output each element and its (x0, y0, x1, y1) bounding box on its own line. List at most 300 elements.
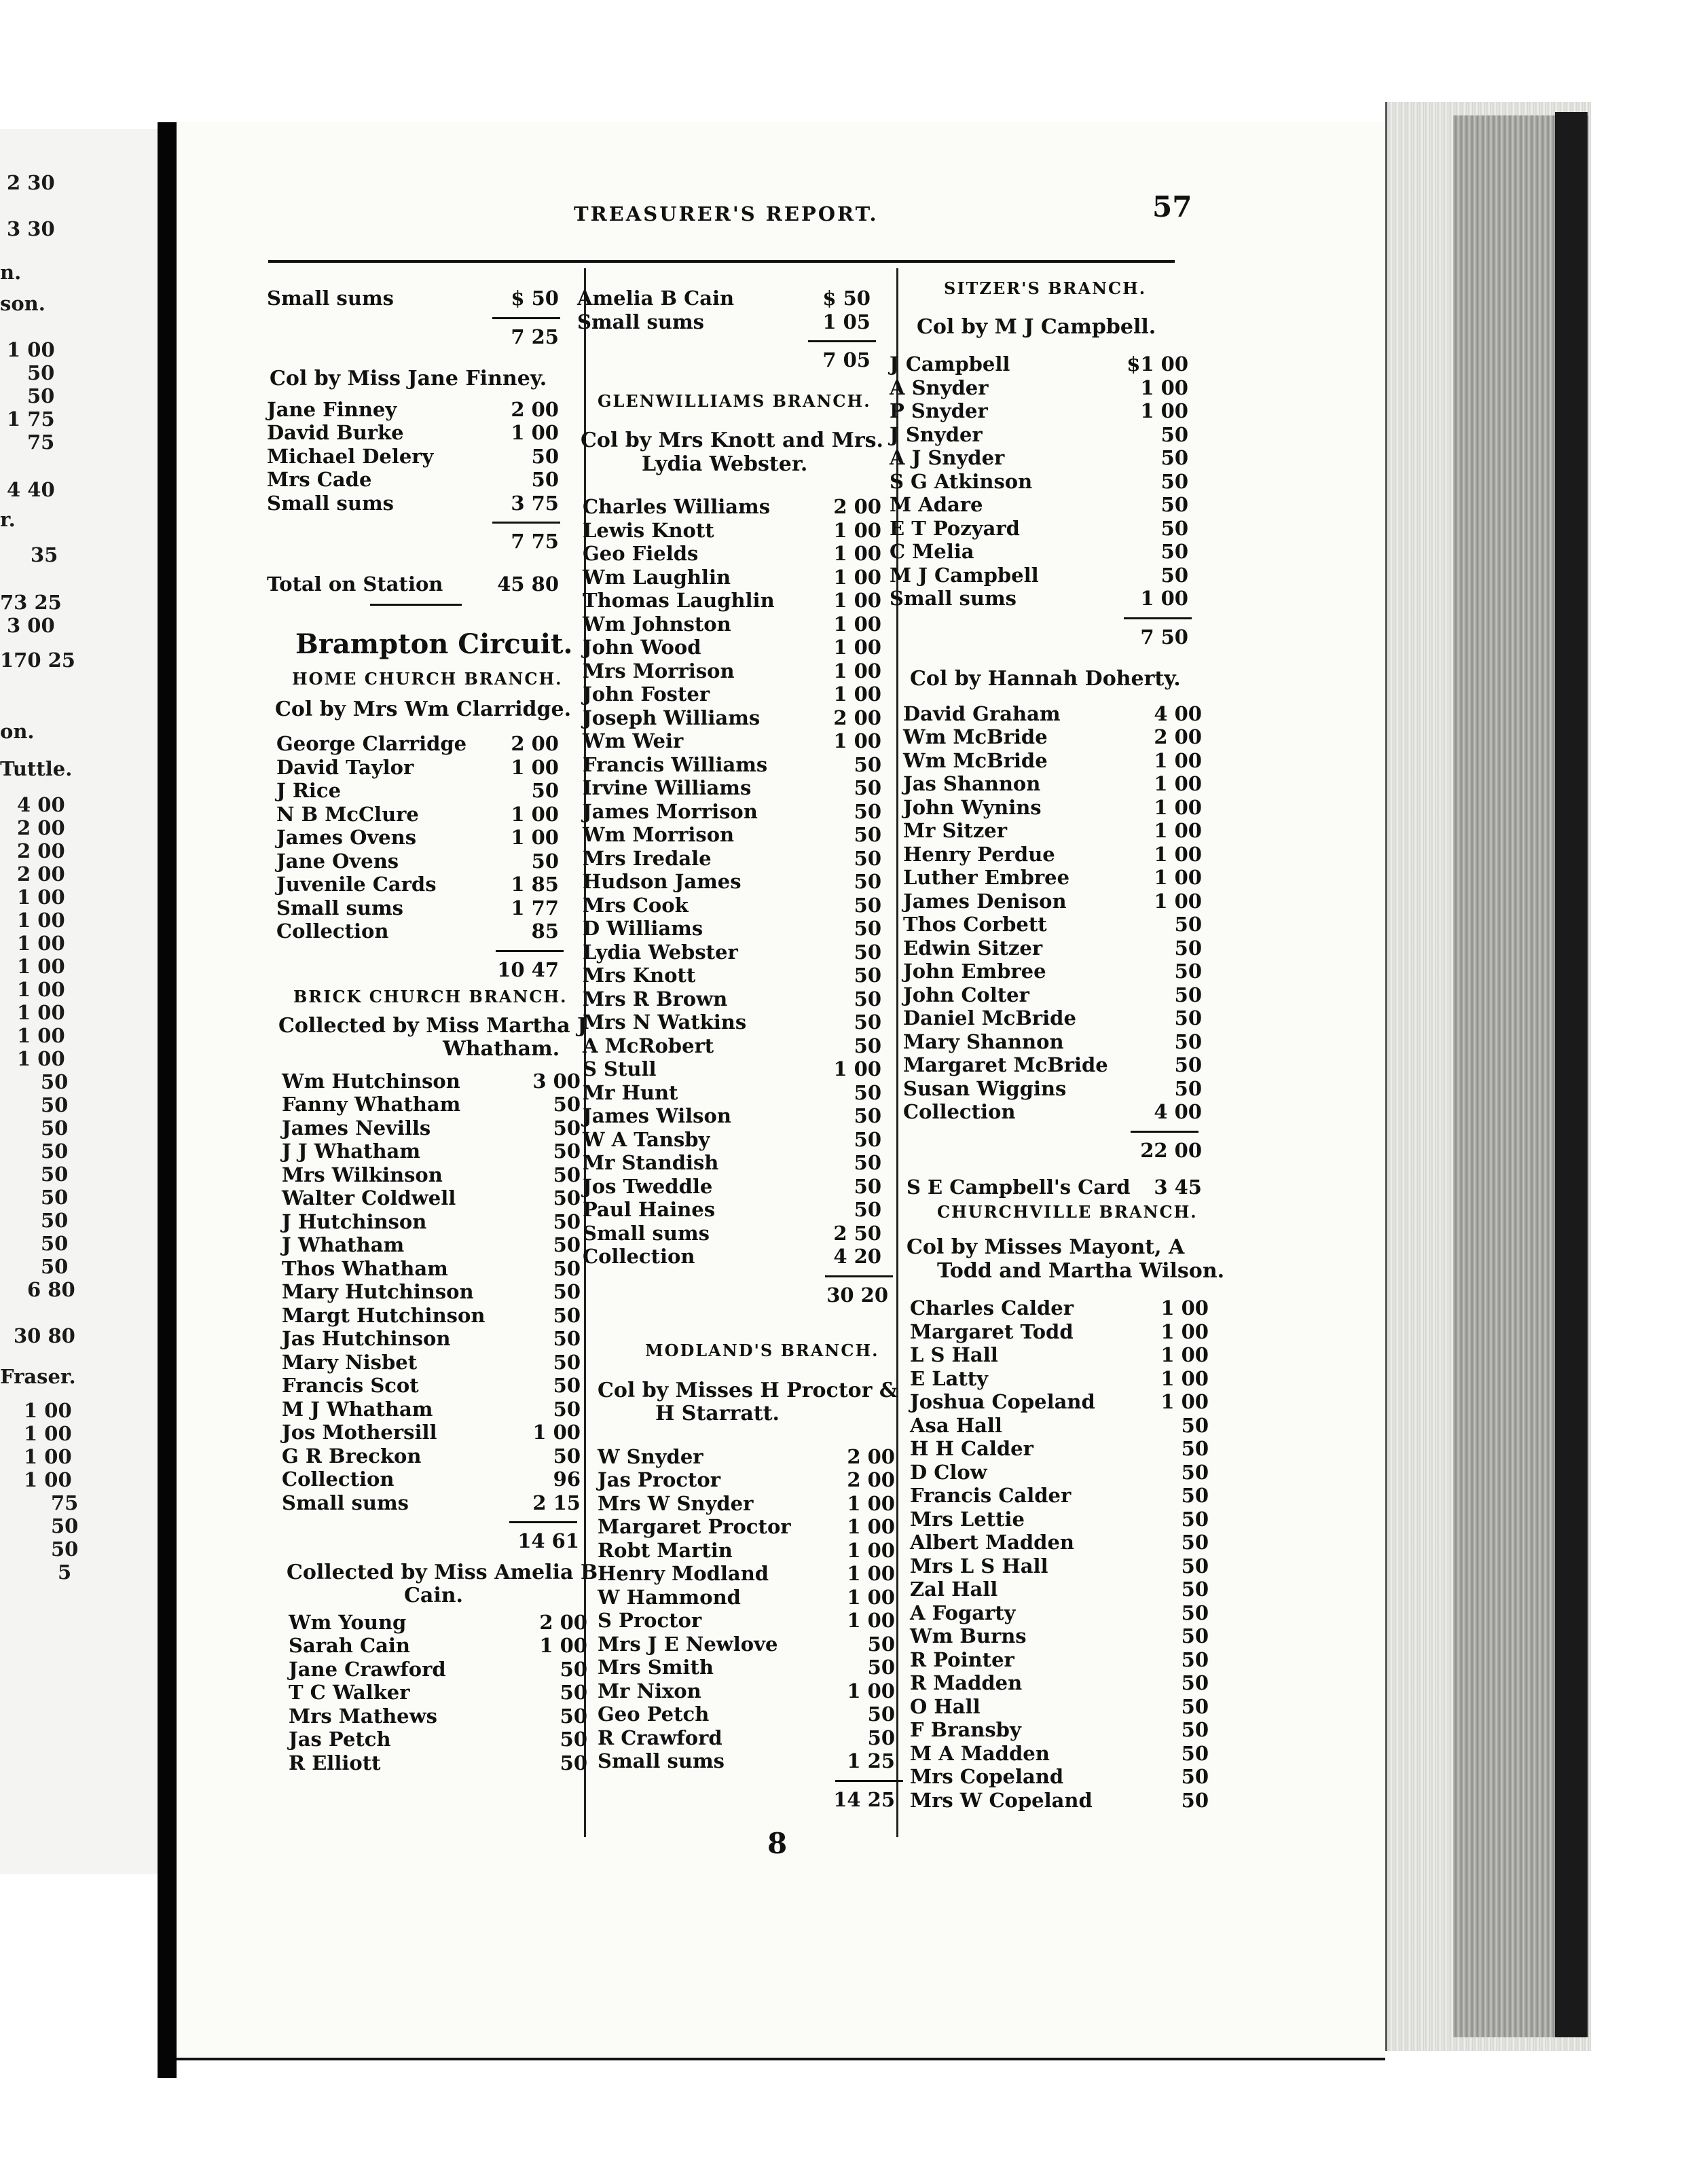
ledger-row (910, 1624, 1209, 1648)
donation-amount: 50 (1181, 1718, 1209, 1741)
donor-name: Mrs Smith (598, 1656, 714, 1679)
donor-name: Amelia B Cain (577, 287, 735, 310)
ledger-row (282, 1093, 581, 1116)
left-page-text-fragment: 6 80 (27, 1278, 75, 1301)
donor-name: M A Madden (910, 1741, 1050, 1765)
ledger-row (583, 1175, 881, 1198)
donor-name: Albert Madden (910, 1531, 1074, 1554)
donor-name: Margaret McBride (903, 1053, 1108, 1076)
donation-amount: 1 00 (1160, 1320, 1209, 1343)
ledger-row (289, 1728, 587, 1751)
donor-name: Mr Standish (583, 1151, 719, 1174)
donor-name: John Wood (583, 636, 701, 659)
donation-amount: 1 00 (511, 755, 559, 779)
donor-name: Edwin Sitzer (903, 936, 1043, 960)
donor-name: Henry Modland (598, 1562, 769, 1585)
ledger-row (583, 964, 881, 987)
left-page-text-fragment: 35 (31, 543, 58, 566)
donation-amount: 50 (1160, 469, 1188, 493)
donation-amount: 50 (854, 987, 881, 1011)
donor-name: Lewis Knott (583, 518, 714, 542)
donation-amount: $ 50 (822, 287, 871, 310)
donor-name: A Fogarty (910, 1601, 1016, 1624)
donor-name: John Foster (583, 682, 710, 706)
left-page-text-fragment: 50 (41, 1186, 69, 1209)
donor-name: P Snyder (890, 399, 988, 422)
donation-amount: 50 (553, 1280, 581, 1303)
donor-name: Mrs Mathews (289, 1704, 437, 1728)
donor-name: Mrs Lettie (910, 1507, 1025, 1531)
donor-name: James Nevills (282, 1116, 431, 1140)
donor-name: Jos Tweddle (583, 1174, 713, 1198)
donation-amount: 1 25 (847, 1749, 895, 1772)
donation-amount: 50 (854, 799, 881, 823)
subtotal: 14 25 (833, 1787, 895, 1811)
ledger-row (577, 310, 871, 333)
ledger-row (903, 1030, 1202, 1053)
donation-amount: 2 00 (539, 1610, 587, 1634)
donor-name: Small sums (267, 287, 394, 310)
left-page-text-fragment: 50 (41, 1070, 69, 1093)
left-page-text-fragment: 3 30 (7, 217, 55, 240)
donor-name: R Madden (910, 1671, 1023, 1694)
ledger-row (289, 1681, 587, 1704)
donor-name: Daniel McBride (903, 1006, 1076, 1030)
ledger-row (276, 873, 559, 896)
donor-name: G R Breckon (282, 1444, 422, 1468)
donor-name: Lydia Webster (583, 940, 738, 964)
ledger-row (583, 847, 881, 870)
donation-amount: 1 00 (833, 659, 881, 682)
collector-note: Col by M J Campbell. (917, 314, 1156, 339)
ledger-row (267, 468, 559, 491)
donor-name: Mrs L S Hall (910, 1554, 1048, 1578)
ledger-row (583, 613, 881, 636)
donation-amount: 50 (1160, 422, 1188, 446)
ledger-row (583, 682, 881, 706)
collector-note: H Starratt. (655, 1402, 780, 1425)
donation-amount: 50 (1181, 1484, 1209, 1507)
donation-amount: 1 85 (511, 873, 559, 896)
donor-name: Asa Hall (910, 1413, 1002, 1437)
ledger-row (282, 1398, 581, 1421)
donor-name: Small sums (583, 1221, 710, 1245)
collector-note: Collected by Miss Martha J (278, 1013, 587, 1038)
ledger-row (276, 803, 559, 826)
left-page-text-fragment: 1 00 (17, 909, 65, 932)
ledger-row (910, 1531, 1209, 1554)
ledger-row (267, 421, 559, 444)
left-page-text-fragment: 75 (27, 431, 55, 454)
donation-amount: 3 00 (532, 1069, 581, 1093)
donation-amount: 50 (1181, 1694, 1209, 1718)
donor-name: Henry Perdue (903, 842, 1055, 866)
ledger-row (276, 920, 559, 943)
ledger-row (282, 1140, 581, 1163)
left-page-fragment (0, 129, 158, 1874)
ledger-row (903, 702, 1202, 725)
donation-amount: 1 00 (847, 1562, 895, 1585)
ledger-row (890, 540, 1188, 563)
ledger-row (903, 1053, 1202, 1076)
donor-name: M J Whatham (282, 1397, 433, 1421)
donor-name: J Hutchinson (282, 1209, 427, 1233)
ledger-row (903, 772, 1202, 795)
donor-name: Mary Hutchinson (282, 1280, 474, 1303)
donation-amount: 1 00 (532, 1421, 581, 1444)
ledger-row (903, 890, 1202, 913)
left-page-text-fragment: 2 00 (17, 816, 65, 839)
donation-amount: 1 00 (847, 1679, 895, 1703)
ledger-row (267, 398, 559, 421)
donor-name: Charles Williams (583, 495, 771, 518)
ledger-row (583, 1081, 881, 1104)
donation-amount: 4 00 (1154, 1100, 1202, 1123)
left-page-text-fragment: 1 00 (7, 338, 55, 361)
left-page-text-fragment: 170 25 (0, 649, 75, 672)
ledger-row (903, 796, 1202, 819)
ledger-row (583, 941, 881, 964)
ledger-row (598, 1515, 895, 1538)
ledger-row (276, 896, 559, 920)
ledger-row (910, 1695, 1209, 1718)
ledger-row (282, 1444, 581, 1468)
ledger-row (282, 1304, 581, 1327)
donor-name: Small sums (267, 491, 394, 515)
ledger-row (598, 1749, 895, 1772)
donation-amount: 1 00 (1140, 399, 1188, 422)
left-page-text-fragment: Tuttle. (0, 757, 73, 780)
ledger-row (598, 1703, 895, 1726)
book-cover-edge (1555, 112, 1588, 2037)
donation-amount: 1 00 (847, 1538, 895, 1562)
donation-amount: 50 (1181, 1648, 1209, 1671)
donor-name: Thos Corbett (903, 913, 1047, 936)
donation-amount: 50 (1181, 1624, 1209, 1648)
ledger-row (910, 1648, 1209, 1671)
ledger-row (910, 1461, 1209, 1484)
ledger-row (282, 1468, 581, 1491)
donation-amount: 50 (1181, 1578, 1209, 1601)
branch-heading: HOME CHURCH BRANCH. (292, 669, 563, 689)
donor-name: Mr Nixon (598, 1679, 701, 1703)
ledger-row (289, 1611, 587, 1634)
collector-note: Col by Misses Mayont, A (907, 1235, 1185, 1259)
ledger-row (282, 1116, 581, 1140)
left-page-text-fragment: 1 00 (17, 1024, 65, 1047)
ledger-row (282, 1374, 581, 1397)
donor-name: J Campbell (890, 352, 1010, 376)
donation-amount: 1 00 (511, 802, 559, 826)
donation-amount: 50 (1181, 1531, 1209, 1554)
donation-amount: 2 00 (833, 495, 881, 518)
donor-name: N B McClure (276, 802, 419, 826)
ledger-row (289, 1634, 587, 1657)
subtotal: 10 47 (497, 958, 559, 981)
left-page-text-fragment: 2 00 (17, 839, 65, 862)
donation-amount: 50 (1160, 540, 1188, 563)
ledger-row (890, 352, 1188, 376)
running-header: TREASURER'S REPORT. (574, 202, 879, 225)
ledger-row (910, 1390, 1209, 1413)
ledger-row (910, 1554, 1209, 1578)
donation-amount: 50 (553, 1374, 581, 1397)
donor-name: Wm McBride (903, 748, 1048, 772)
ledger-row (903, 983, 1202, 1006)
donor-name: Mrs W Copeland (910, 1788, 1093, 1812)
donor-name: Mrs W Snyder (598, 1491, 754, 1515)
donor-name: Jas Petch (289, 1728, 391, 1751)
donor-name: Joshua Copeland (910, 1390, 1095, 1413)
sum-rule (492, 317, 560, 319)
ledger-row (890, 470, 1188, 493)
donation-amount: 1 00 (1160, 1366, 1209, 1390)
left-page-text-fragment: 50 (27, 384, 55, 407)
donation-amount: 50 (1174, 983, 1202, 1006)
donation-amount: 1 05 (822, 310, 871, 333)
donor-name: D Williams (583, 917, 703, 940)
ledger-row (890, 493, 1188, 516)
donor-name: David Taylor (276, 755, 414, 779)
ledger-row (910, 1367, 1209, 1390)
left-page-text-fragment: Fraser. (0, 1365, 76, 1388)
donation-amount: 50 (553, 1256, 581, 1280)
ledger-row (903, 913, 1202, 936)
donor-name: W Snyder (598, 1444, 703, 1468)
left-page-text-fragment: 50 (41, 1093, 69, 1116)
donation-amount: 50 (854, 1104, 881, 1127)
ledger-row (282, 1421, 581, 1444)
donation-amount: 50 (1181, 1460, 1209, 1484)
donation-amount: 50 (560, 1657, 587, 1681)
donation-amount: 50 (1174, 960, 1202, 983)
donation-amount: 50 (1160, 493, 1188, 516)
donor-name: Wm Laughlin (583, 565, 731, 589)
donation-amount: 50 (1174, 913, 1202, 936)
donor-name: L S Hall (910, 1343, 998, 1366)
ledger-row (598, 1492, 895, 1515)
sum-rule (1131, 1131, 1198, 1133)
page-number: 57 (1152, 190, 1192, 223)
ledger-row (903, 843, 1202, 866)
ledger-row (910, 1437, 1209, 1460)
donor-name: John Wynins (903, 795, 1042, 819)
left-page-text-fragment: 3 00 (7, 614, 55, 637)
ledger-row (282, 1257, 581, 1280)
donation-amount: 50 (1174, 1006, 1202, 1030)
ledger-row (598, 1726, 895, 1749)
ledger-row (598, 1539, 895, 1562)
donor-name: Francis Calder (910, 1484, 1072, 1507)
branch-heading: GLENWILLIAMS BRANCH. (598, 390, 871, 411)
donation-amount: 50 (531, 444, 559, 468)
card-label: S E Campbell's Card (907, 1176, 1131, 1199)
circuit-heading: Brampton Circuit. (295, 628, 573, 660)
left-page-text-fragment: 1 00 (24, 1422, 72, 1445)
donation-amount: 50 (1160, 446, 1188, 469)
donation-amount: 50 (560, 1751, 587, 1774)
ledger-row (583, 917, 881, 940)
ledger-row (282, 1070, 581, 1093)
branch-heading: MODLAND'S BRANCH. (645, 1341, 879, 1360)
donor-name: W Hammond (598, 1585, 741, 1609)
donor-name: Wm Burns (910, 1624, 1027, 1648)
ledger-row (583, 894, 881, 917)
donation-amount: 2 00 (511, 397, 559, 421)
left-page-text-fragment: 30 80 (14, 1324, 75, 1347)
donation-amount: 50 (854, 917, 881, 940)
ledger-row (583, 519, 881, 542)
ledger-row (903, 749, 1202, 772)
donor-name: Mary Nisbet (282, 1350, 418, 1374)
donor-name: Thos Whatham (282, 1256, 448, 1280)
donation-amount: 50 (854, 1151, 881, 1174)
ledger-row (583, 1198, 881, 1221)
donor-name: Paul Haines (583, 1198, 716, 1221)
donation-amount: 50 (1174, 1053, 1202, 1076)
ledger-row (583, 1034, 881, 1057)
left-page-text-fragment: 75 (51, 1491, 79, 1514)
left-page-text-fragment: 1 00 (17, 978, 65, 1001)
donor-name: S Stull (583, 1057, 657, 1080)
donation-amount: 1 00 (1154, 819, 1202, 842)
ledger-row (276, 779, 559, 802)
donation-amount: 50 (854, 752, 881, 776)
ledger-row (583, 636, 881, 659)
left-page-text-fragment: 1 00 (17, 955, 65, 978)
donor-name: Sarah Cain (289, 1634, 410, 1657)
donor-name: Margt Hutchinson (282, 1303, 486, 1327)
donor-name: Hudson James (583, 870, 742, 893)
ledger-row (910, 1671, 1209, 1694)
donation-amount: 50 (553, 1327, 581, 1350)
donation-amount: 50 (553, 1303, 581, 1327)
donation-amount: 50 (553, 1163, 581, 1186)
sum-rule (1124, 617, 1192, 619)
donation-amount: 1 00 (511, 421, 559, 444)
left-page-text-fragment: n. (0, 261, 22, 284)
donation-amount: 1 00 (833, 682, 881, 706)
donation-amount: 50 (1181, 1413, 1209, 1437)
donation-amount: 50 (854, 1034, 881, 1057)
donor-name: Jane Finney (267, 397, 397, 421)
left-page-text-fragment: 1 00 (17, 932, 65, 955)
ledger-row (583, 823, 881, 846)
left-page-text-fragment: 4 40 (7, 478, 55, 501)
donor-name: Fanny Whatham (282, 1093, 461, 1116)
donor-name: J Snyder (890, 422, 983, 446)
ledger-row (910, 1789, 1209, 1812)
donor-name: Mr Sitzer (903, 819, 1008, 842)
donor-name: S Proctor (598, 1609, 702, 1632)
ledger-row (583, 1104, 881, 1127)
ledger-row (282, 1163, 581, 1186)
sum-rule (509, 1521, 577, 1523)
donation-amount: 50 (854, 870, 881, 893)
donation-amount: 50 (560, 1681, 587, 1704)
donation-amount: 50 (1160, 563, 1188, 587)
collector-note: Collected by Miss Amelia B (287, 1560, 598, 1584)
donor-name: Wm Young (289, 1610, 407, 1634)
donation-amount: 2 00 (833, 706, 881, 729)
donation-amount: 2 15 (532, 1491, 581, 1514)
donor-name: James Morrison (583, 799, 758, 823)
donor-name: Wm Morrison (583, 823, 735, 846)
donor-name: M Adare (890, 493, 983, 516)
donation-amount: 1 00 (1160, 1390, 1209, 1413)
ledger-row (598, 1562, 895, 1585)
sum-rule (825, 1275, 893, 1277)
ledger-row (903, 819, 1202, 842)
donor-name: Robt Martin (598, 1538, 733, 1562)
donor-name: David Burke (267, 421, 404, 444)
collector-note: Whatham. (443, 1037, 560, 1061)
left-page-text-fragment: 1 00 (24, 1399, 72, 1422)
ledger-row (267, 492, 559, 515)
donor-name: Mrs Iredale (583, 846, 712, 870)
donor-name: Mrs Morrison (583, 659, 735, 682)
donor-name: R Pointer (910, 1648, 1014, 1671)
donor-name: J J Whatham (282, 1140, 421, 1163)
donation-amount: 50 (531, 849, 559, 873)
ledger-row (282, 1351, 581, 1374)
donation-amount: 50 (1181, 1554, 1209, 1578)
ledger-row (910, 1718, 1209, 1741)
donation-amount: 2 00 (1154, 725, 1202, 748)
donation-amount: 1 00 (1154, 748, 1202, 772)
donation-amount: 1 00 (539, 1634, 587, 1657)
ledger-row (598, 1656, 895, 1679)
donor-name: Mrs Copeland (910, 1765, 1064, 1788)
signature-mark: 8 (767, 1827, 788, 1860)
donation-amount: 50 (1181, 1741, 1209, 1765)
header-rule (268, 260, 1175, 263)
donor-name: A J Snyder (890, 446, 1005, 469)
collector-note: Cain. (404, 1584, 463, 1607)
ledger-row (910, 1343, 1209, 1366)
donation-amount: 1 00 (833, 729, 881, 752)
ledger-row (276, 732, 559, 755)
left-page-text-fragment: 50 (51, 1537, 79, 1561)
donation-amount: 1 00 (833, 612, 881, 636)
ledger-row (890, 587, 1188, 610)
donor-name: Small sums (598, 1749, 725, 1772)
donation-amount: 50 (854, 1011, 881, 1034)
ledger-row (890, 399, 1188, 422)
ledger-row (903, 1100, 1202, 1123)
ledger-row (890, 423, 1188, 446)
donor-name: Margaret Todd (910, 1320, 1074, 1343)
donation-amount: 1 77 (511, 896, 559, 920)
donation-amount: $1 00 (1127, 352, 1188, 376)
left-page-text-fragment: 4 00 (17, 793, 65, 816)
collector-note: Col by Misses H Proctor & (598, 1378, 898, 1402)
ledger-row (890, 376, 1188, 399)
subtotal: 7 05 (822, 348, 871, 371)
donor-name: Collection (276, 920, 389, 943)
collector-note: Lydia Webster. (642, 452, 808, 476)
ledger-row (903, 960, 1202, 983)
ledger-row (903, 1006, 1202, 1030)
donation-amount: 1 00 (1140, 587, 1188, 610)
donor-name: Small sums (276, 896, 403, 920)
ledger-row (289, 1751, 587, 1774)
collector-note: Col by Mrs Wm Clarridge. (275, 697, 572, 721)
donation-amount: 50 (531, 468, 559, 491)
ledger-row (276, 826, 559, 849)
donor-name: F Bransby (910, 1718, 1021, 1741)
donor-name: Zal Hall (910, 1578, 998, 1601)
